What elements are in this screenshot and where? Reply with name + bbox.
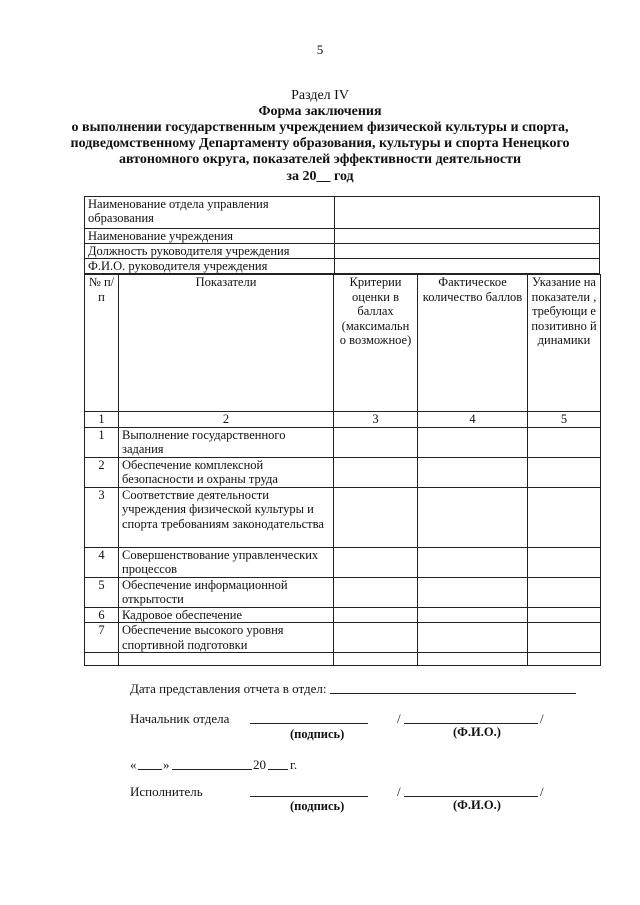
row-number: 3 [85,487,119,547]
row-number: 5 [85,577,119,607]
table-row [85,577,601,607]
date-close-quote: » [163,757,170,772]
empty-cell[interactable] [418,653,528,666]
empty-cell[interactable] [85,653,119,666]
info-value[interactable] [335,197,600,229]
signature-caption: (подпись) [290,799,345,813]
table-row [85,487,601,547]
actual-cell[interactable] [418,577,528,607]
executor-signature-field[interactable] [250,796,368,797]
head-fio-field[interactable] [404,723,538,724]
header-num: № п/п [85,275,119,412]
criteria-cell[interactable] [334,427,418,457]
indication-cell[interactable] [528,457,601,487]
actual-cell[interactable] [418,487,528,547]
table-row [85,427,601,457]
col-number: 3 [334,412,418,428]
empty-cell[interactable] [334,653,418,666]
criteria-cell[interactable] [334,623,418,653]
row-indicator: Обеспечение комплексной безопасности и охраны труда [119,457,334,487]
slash-open: / [397,784,401,799]
header-indication: Указание на показатели , требующи е позитивно й динамики [528,275,601,412]
table-row [85,607,601,623]
actual-cell[interactable] [418,623,528,653]
criteria-cell[interactable] [334,607,418,623]
indication-cell[interactable] [528,607,601,623]
indication-cell[interactable] [528,547,601,577]
info-label: Наименование учреждения [85,229,335,244]
report-date-field[interactable] [330,693,576,694]
date-month-field[interactable] [172,769,252,770]
criteria-cell[interactable] [334,457,418,487]
indication-cell[interactable] [528,427,601,457]
indication-cell[interactable] [528,623,601,653]
row-number: 1 [85,427,119,457]
indicators-table [84,274,601,666]
head-label: Начальник отдела [130,711,230,726]
date-year-suffix: г. [290,757,298,772]
info-row [85,197,600,229]
row-number: 7 [85,623,119,653]
info-label: Ф.И.О. руководителя учреждения [85,259,335,274]
date-year-prefix: 20 [253,757,266,772]
row-number: 6 [85,607,119,623]
info-row [85,259,600,274]
info-label: Должность руководителя учреждения [85,244,335,259]
col-number: 5 [528,412,601,428]
header-indicators: Показатели [119,275,334,412]
info-row [85,229,600,244]
empty-cell[interactable] [119,653,334,666]
executor-fio-field[interactable] [404,796,538,797]
indication-cell[interactable] [528,487,601,547]
page-number: 5 [316,42,324,57]
slash-open: / [397,711,401,726]
date-year-field[interactable] [268,769,288,770]
executor-label: Исполнитель [130,784,203,799]
actual-cell[interactable] [418,427,528,457]
row-indicator: Обеспечение высокого уровня спортивной подготовки [119,623,334,653]
info-value[interactable] [335,259,600,274]
info-value[interactable] [335,244,600,259]
table-row-empty [85,653,601,666]
info-row [85,244,600,259]
head-signature-field[interactable] [250,723,368,724]
row-indicator: Обеспечение информационной открытости [119,577,334,607]
fio-caption: (Ф.И.О.) [453,798,501,812]
criteria-cell[interactable] [334,577,418,607]
actual-cell[interactable] [418,547,528,577]
date-day-field[interactable] [138,769,162,770]
year-line: за 20__ год [286,169,354,184]
fio-caption: (Ф.И.О.) [453,725,501,739]
table-row [85,457,601,487]
actual-cell[interactable] [418,457,528,487]
slash-close: / [540,784,544,799]
row-number: 2 [85,457,119,487]
col-number: 4 [418,412,528,428]
row-indicator: Выполнение государственного задания [119,427,334,457]
row-number: 4 [85,547,119,577]
slash-close: / [540,711,544,726]
table-row [85,623,601,653]
date-open-quote: « [130,757,137,772]
header-row [85,275,601,412]
info-table [84,196,600,274]
report-date-label: Дата представления отчета в отдел: [130,681,327,696]
criteria-cell[interactable] [334,547,418,577]
form-title: Форма заключения [258,104,382,119]
col-number: 1 [85,412,119,428]
section-heading: Раздел IV [291,88,349,103]
empty-cell[interactable] [528,653,601,666]
row-indicator: Совершенствование управленческих процессов [119,547,334,577]
info-value[interactable] [335,229,600,244]
indication-cell[interactable] [528,577,601,607]
row-indicator: Кадровое обеспечение [119,607,334,623]
header-actual: Фактическое количество баллов [418,275,528,412]
column-numbers-row [85,412,601,428]
signature-caption: (подпись) [290,727,345,741]
actual-cell[interactable] [418,607,528,623]
header-criteria: Критерии оценки в баллах (максимальн о возможное) [334,275,418,412]
info-label: Наименование отдела управления образования [85,197,335,229]
table-row [85,547,601,577]
form-subtitle: о выполнении государственным учреждением физической культуры и спорта, подведомственному Департаменту образования, культуры и спорта Ненецкого автономного округа, показателей эффективности деятельности [70,120,570,167]
col-number: 2 [119,412,334,428]
row-indicator: Соответствие деятельности учреждения физической культуры и спорта требованиям законодательства [119,487,334,547]
criteria-cell[interactable] [334,487,418,547]
